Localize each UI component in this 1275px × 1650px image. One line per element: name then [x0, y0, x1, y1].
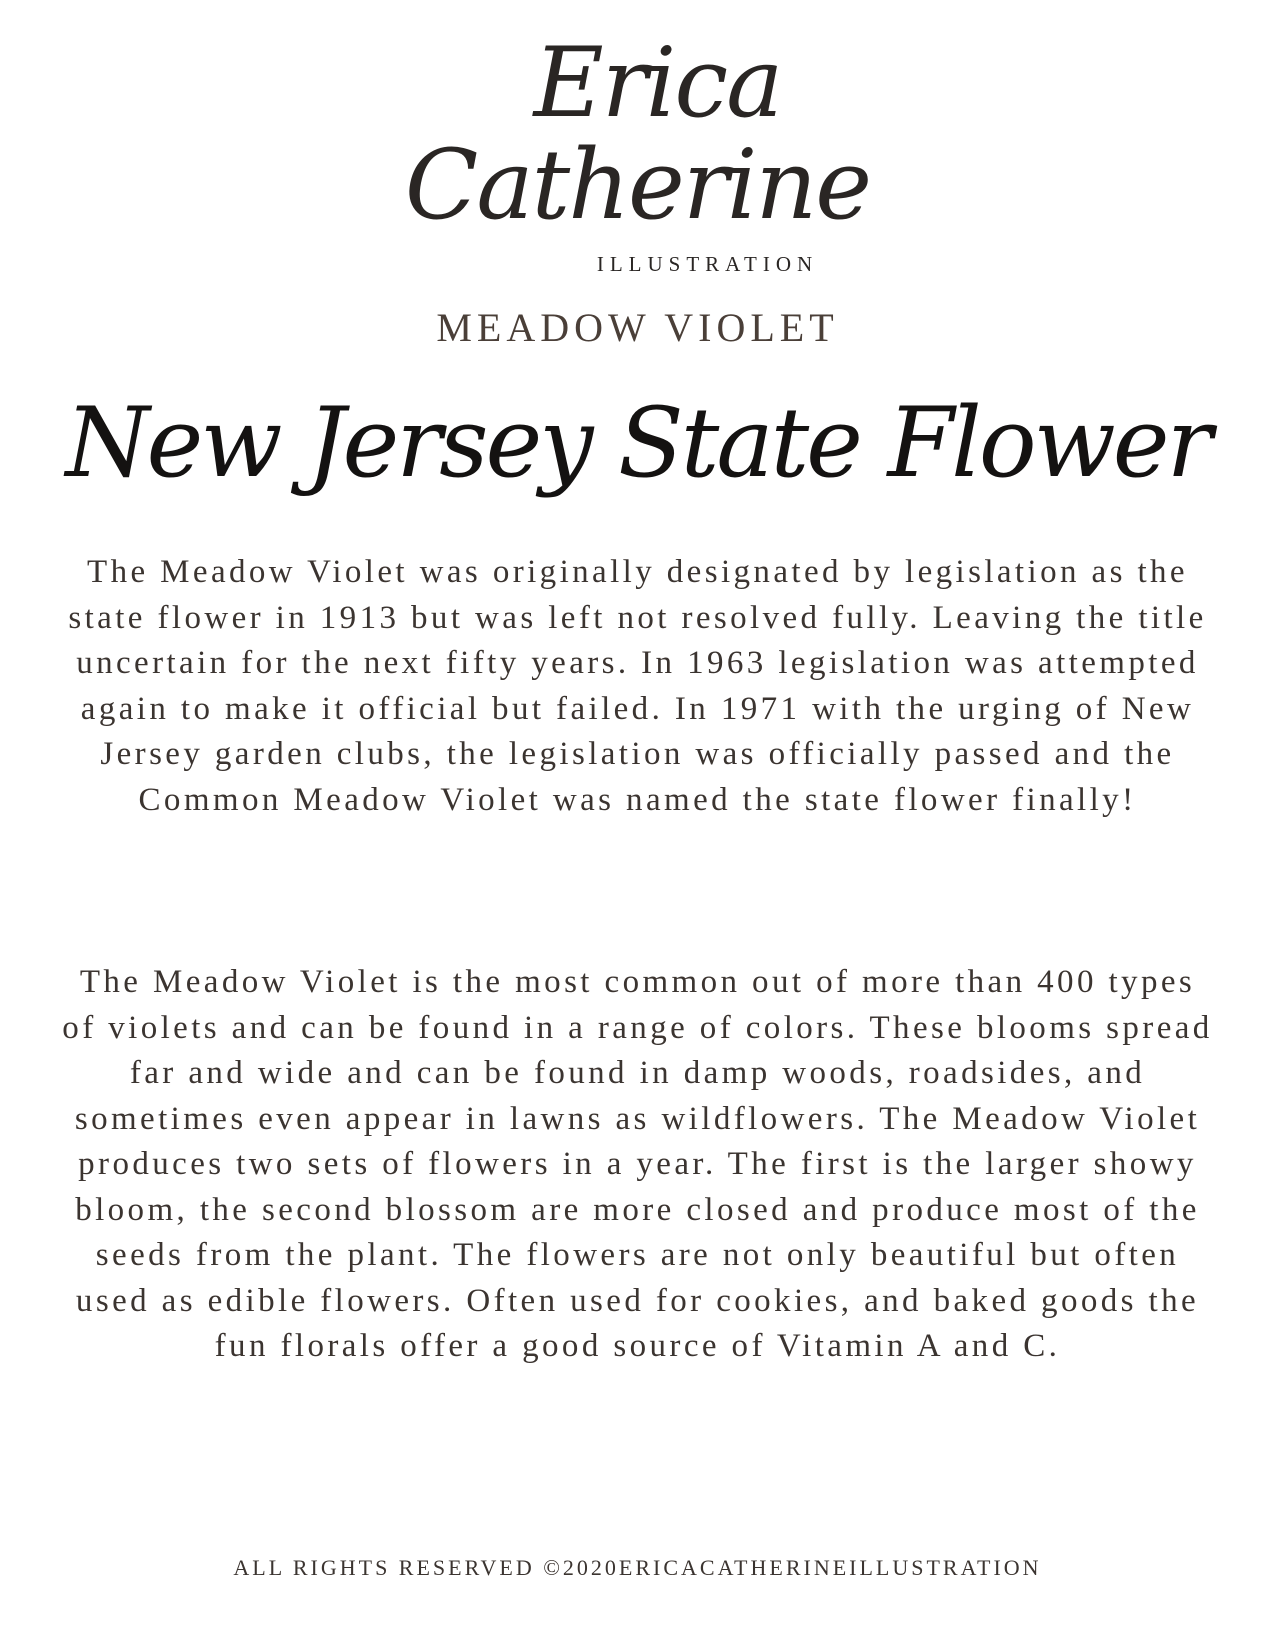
flower-name-heading: MEADOW VIOLET — [436, 305, 839, 350]
copyright-footer: ALL RIGHTS RESERVED ©2020ERICACATHERINEILLUSTRATION — [233, 1555, 1042, 1580]
page-title: New Jersey State Flower — [65, 387, 1210, 499]
logo-script-line-1: Erica — [533, 27, 782, 139]
brand-logo — [0, 28, 1275, 288]
body-paragraph-2: The Meadow Violet is the most common out of more than 400 types of violets and can be found in a range of colors. These blooms spread far and wide and can be found in damp woods, roadsides, and sometimes even appear in lawns as wildflowers. The Meadow Violet produces two sets of flowers in a year. The first is the larger showy bloom, the second blossom are more closed and produce most of the seeds from the plant. The flowers are not only beautiful but often used as edible flowers. Often used for cookies, and baked goods the fun florals offer a good source of Vitamin A and C. — [62, 964, 1213, 1364]
logo-script-line-2: Catherine — [404, 129, 871, 241]
logo-subtitle: ILLUSTRATION — [596, 252, 819, 276]
body-paragraph-1: The Meadow Violet was originally designated by legislation as the state flower in 1913 but was left not resolved fully. Leaving the title uncertain for the next fifty years. In 1963 legislation was attempted again to make it official but failed. In 1971 with the urging of New Jersey garden clubs, the legislation was officially passed and the Common Meadow Violet was named the state flower finally! — [68, 554, 1207, 818]
